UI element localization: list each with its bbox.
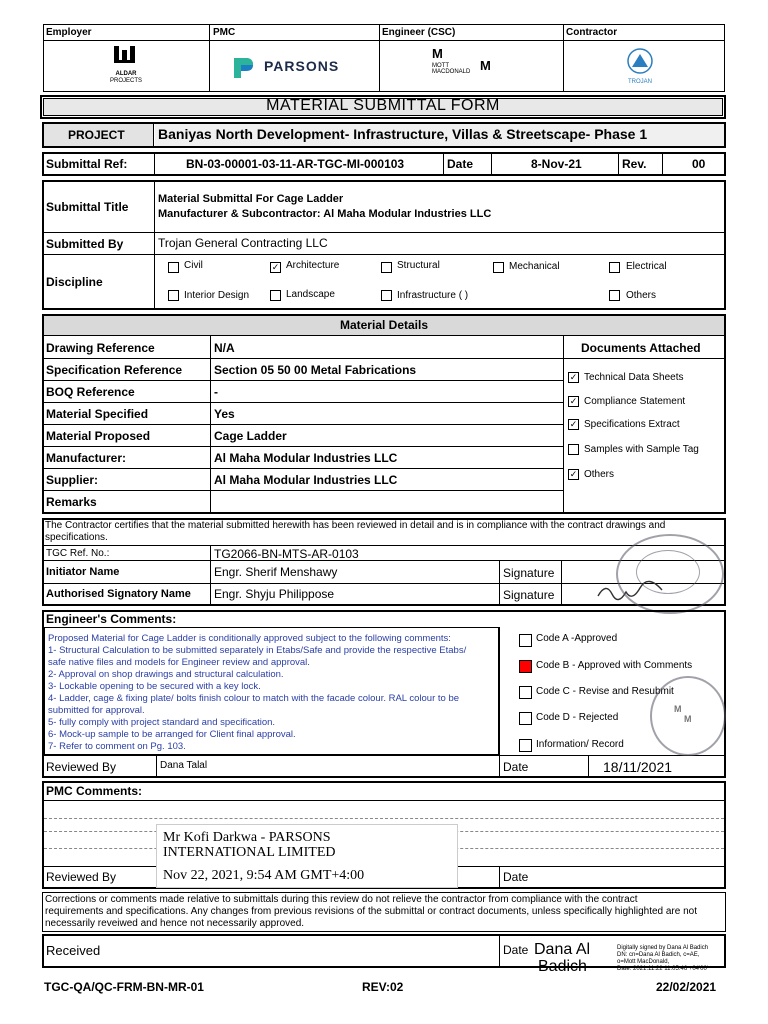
footer-form-code: TGC-QA/QC-FRM-BN-MR-01 xyxy=(44,980,204,994)
material-proposed-value: Cage Ladder xyxy=(214,429,287,443)
mott-macdonald-logo: M M MOTT MACDONALD xyxy=(432,46,491,75)
remarks-label: Remarks xyxy=(46,495,97,509)
landscape-checkbox[interactable] xyxy=(270,290,281,301)
specification-reference-label: Specification Reference xyxy=(46,363,183,377)
drawing-reference-value: N/A xyxy=(214,341,235,355)
ref-date-value: 8-Nov-21 xyxy=(531,157,582,171)
submittal-title-line2: Manufacturer & Subcontractor: Al Maha Modular Industries LLC xyxy=(158,208,492,220)
tgc-ref-value: TG2066-BN-MTS-AR-0103 xyxy=(214,547,359,561)
engineer-comments-title: Engineer's Comments: xyxy=(46,612,177,626)
engineer-comment-line: safe native files and models for Engineer review and approval. xyxy=(48,657,310,668)
engineer-comment-line: 6- Mock-up sample to be arranged for Client final approval. xyxy=(48,729,296,740)
engineer-comment-line: 3- Lockable opening to be secured with a key lock. xyxy=(48,681,261,692)
others-discipline-label: Others xyxy=(626,290,657,301)
technical-data-sheets-label: Technical Data Sheets xyxy=(584,372,684,383)
engineer-comment-line: 4- Ladder, cage & fixing plate/ bolts finish colour to match with the facade colour. RAL colour to be xyxy=(48,693,460,704)
form-title: MATERIAL SUBMITTAL FORM xyxy=(266,97,500,114)
engineer-comment-line: 2- Approval on shop drawings and structural calculation. xyxy=(48,669,284,680)
engineer-comment-line: 5- fully comply with project standard and specification. xyxy=(48,717,276,728)
footer-revision: REV:02 xyxy=(362,980,404,994)
infrastructure-checkbox[interactable] xyxy=(381,290,392,301)
tgc-ref-label: TGC Ref. No.: xyxy=(46,548,110,559)
code-c-label: Code C - Revise and Resubmit xyxy=(536,686,674,697)
received-label: Received xyxy=(46,943,101,958)
aldar-sub: PROJECTS xyxy=(109,78,142,84)
received-signer-line1: Dana Al xyxy=(534,941,591,958)
code-c-checkbox[interactable] xyxy=(519,686,532,699)
pmc-label: PMC xyxy=(213,27,236,38)
submitted-by-value: Trojan General Contracting LLC xyxy=(158,236,328,250)
project-value: Baniyas North Development- Infrastructure, Villas & Streetscape- Phase 1 xyxy=(158,126,648,142)
pmc-comments-title: PMC Comments: xyxy=(46,784,143,798)
architecture-label: Architecture xyxy=(286,260,340,271)
boq-reference-label: BOQ Reference xyxy=(46,385,135,399)
initiator-signature-label: Signature xyxy=(503,566,555,580)
information-record-label: Information/ Record xyxy=(536,739,624,750)
code-d-label: Code D - Rejected xyxy=(536,712,619,723)
technical-data-sheets-checkbox[interactable]: ✓ xyxy=(569,372,578,382)
engineer-date-label: Date xyxy=(503,760,529,774)
trojan-mark-icon xyxy=(626,48,654,74)
engineer-stamp xyxy=(650,676,726,756)
interior-design-label: Interior Design xyxy=(184,290,250,301)
specifications-extract-label: Specifications Extract xyxy=(584,419,680,430)
supplier-label: Supplier: xyxy=(46,473,99,487)
engineer-reviewed-by-value: Dana Talal xyxy=(160,760,208,771)
electrical-label: Electrical xyxy=(626,261,667,272)
engineer-comment-line: 7- Refer to comment on Pg. 103. xyxy=(48,741,186,752)
code-a-checkbox[interactable] xyxy=(519,634,532,647)
disclaimer-line1: Corrections or comments made relative to submittals during this review do not relieve the contractor from compliance with the contract xyxy=(45,894,638,905)
stamp-m-top: M xyxy=(674,704,682,714)
aldar-mark-icon xyxy=(113,44,139,66)
material-specified-label: Material Specified xyxy=(46,407,149,421)
code-d-checkbox[interactable] xyxy=(519,712,532,725)
ref-date-label: Date xyxy=(447,157,474,171)
engineer-date-value: 18/11/2021 xyxy=(603,759,673,775)
mott-line1: MOTT xyxy=(432,63,449,69)
parsons-mark-icon xyxy=(232,54,256,80)
submittal-ref-label: Submittal Ref: xyxy=(46,157,128,171)
rev-label: Rev. xyxy=(622,157,647,171)
received-signer-line2: Badich xyxy=(538,958,587,975)
received-date-label: Date xyxy=(503,943,529,957)
pmc-signer-line2: INTERNATIONAL LIMITED xyxy=(163,845,336,860)
contractor-stamp xyxy=(616,534,724,614)
pmc-signed-time: Nov 22, 2021, 9:54 AM GMT+4:00 xyxy=(163,868,365,883)
others-document-label: Others xyxy=(584,469,615,480)
pmc-reviewed-by-label: Reviewed By xyxy=(46,870,117,884)
code-b-label: Code B - Approved with Comments xyxy=(536,660,693,671)
documents-attached-title: Documents Attached xyxy=(581,341,701,355)
footer-date: 22/02/2021 xyxy=(656,980,717,994)
authorised-signatory-value: Engr. Shyju Philippose xyxy=(214,587,335,601)
material-specified-value: Yes xyxy=(214,407,235,421)
structural-checkbox[interactable] xyxy=(381,262,392,273)
employer-label: Employer xyxy=(46,27,92,38)
submittal-title-label: Submittal Title xyxy=(46,200,129,214)
certification-text-line1: The Contractor certifies that the material submitted herewith has been reviewed in detail and is in compliance with the contract drawings and xyxy=(45,520,666,531)
supplier-value: Al Maha Modular Industries LLC xyxy=(214,473,398,487)
electrical-checkbox[interactable] xyxy=(609,262,620,273)
samples-label: Samples with Sample Tag xyxy=(584,444,699,455)
structural-label: Structural xyxy=(397,260,440,271)
mechanical-label: Mechanical xyxy=(509,261,560,272)
manufacturer-value: Al Maha Modular Industries LLC xyxy=(214,451,398,465)
digital-sign-line4: Date: 2021.11.22 11:05:46 +04'00' xyxy=(617,966,708,972)
interior-design-checkbox[interactable] xyxy=(168,290,179,301)
signatory-signature-label: Signature xyxy=(503,588,555,602)
manufacturer-label: Manufacturer: xyxy=(46,451,127,465)
material-proposed-label: Material Proposed xyxy=(46,429,151,443)
digital-sign-line1: Digitally signed by Dana Al Badich xyxy=(617,945,709,951)
boq-reference-value: - xyxy=(214,385,218,399)
submittal-title-line1: Material Submittal For Cage Ladder xyxy=(158,193,344,205)
aldar-name: ALDAR xyxy=(115,71,137,77)
drawing-reference-label: Drawing Reference xyxy=(46,341,155,355)
specifications-extract-checkbox[interactable]: ✓ xyxy=(569,419,578,429)
digital-sign-line2: DN: cn=Dana Al Badich, c=AE, xyxy=(617,952,700,958)
others-discipline-checkbox[interactable] xyxy=(609,290,620,301)
submittal-ref-value: BN-03-00001-03-11-AR-TGC-MI-000103 xyxy=(186,157,405,171)
architecture-checkbox[interactable]: ✓ xyxy=(271,262,280,272)
digital-sign-line3: o=Mott MacDonald, xyxy=(617,959,670,965)
parsons-name: PARSONS xyxy=(264,58,340,74)
discipline-label: Discipline xyxy=(46,275,103,289)
mott-line2: MACDONALD xyxy=(432,69,471,75)
engineer-label: Engineer (CSC) xyxy=(382,27,456,38)
initiator-name-label: Initiator Name xyxy=(46,566,120,578)
pmc-signer-line1: Mr Kofi Darkwa - PARSONS xyxy=(163,830,331,845)
initiator-name-value: Engr. Sherif Menshawy xyxy=(214,565,338,579)
submitted-by-label: Submitted By xyxy=(46,237,124,251)
mechanical-checkbox[interactable] xyxy=(493,262,504,273)
rev-value: 00 xyxy=(692,157,706,171)
pmc-date-label: Date xyxy=(503,870,529,884)
others-document-checkbox[interactable]: ✓ xyxy=(569,469,578,479)
code-b-checkbox[interactable] xyxy=(519,660,532,673)
project-label: PROJECT xyxy=(68,128,125,142)
material-section-title: Material Details xyxy=(339,318,429,332)
engineer-comment-line: Proposed Material for Cage Ladder is conditionally approved subject to the following comments: xyxy=(48,633,451,644)
trojan-name: TROJAN xyxy=(628,79,652,85)
compliance-statement-checkbox[interactable]: ✓ xyxy=(569,396,578,406)
specification-reference-value: Section 05 50 00 Metal Fabrications xyxy=(214,363,417,377)
civil-label: Civil xyxy=(184,260,203,271)
landscape-label: Landscape xyxy=(286,289,335,300)
contractor-label: Contractor xyxy=(566,27,618,38)
infrastructure-label: Infrastructure ( ) xyxy=(397,290,469,301)
header-divider xyxy=(43,40,725,41)
civil-checkbox[interactable] xyxy=(168,262,179,273)
stamp-m-bottom: M xyxy=(684,714,692,724)
samples-checkbox[interactable] xyxy=(568,444,579,455)
authorised-signatory-label: Authorised Signatory Name xyxy=(46,588,191,600)
engineer-reviewed-by-label: Reviewed By xyxy=(46,760,117,774)
disclaimer-line3: necessarily reveiwed and hence not necessarily approved. xyxy=(45,918,305,929)
code-a-label: Code A -Approved xyxy=(536,633,618,644)
information-record-checkbox[interactable] xyxy=(519,739,532,752)
disclaimer-line2: requirements and specifications. Any changes from previous revisions of the submittal or contract documents, unless specifically highlighted are not xyxy=(45,906,698,917)
trojan-logo xyxy=(622,48,658,88)
aldar-logo xyxy=(104,44,148,88)
engineer-comment-line: 1- Structural Calculation to be submitted separately in Etabs/Safe and provide the respective Etabs/ xyxy=(48,645,467,656)
compliance-statement-label: Compliance Statement xyxy=(584,396,686,407)
parsons-logo xyxy=(232,54,362,80)
certification-text-line2: specifications. xyxy=(45,532,108,543)
engineer-comment-line: submitted for approval. xyxy=(48,705,145,716)
